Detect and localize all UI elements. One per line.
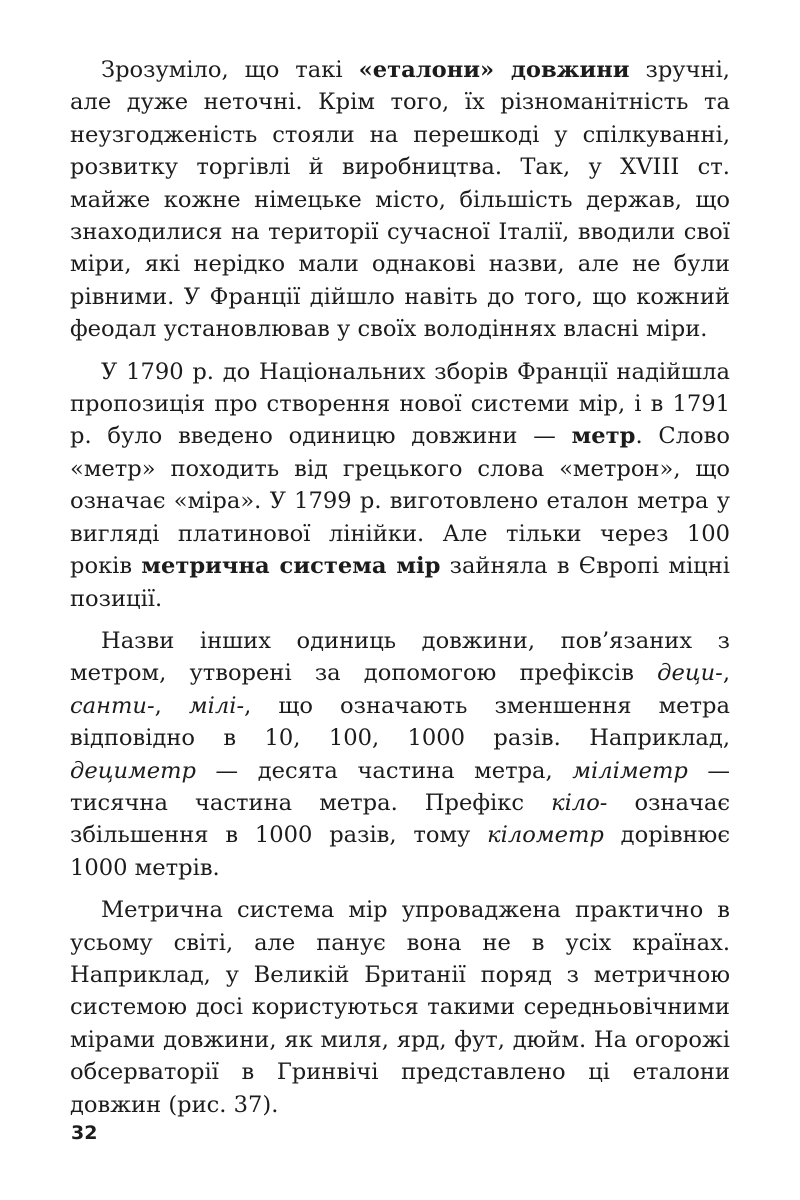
text-run: — тисячна частина метра. Префікс (70, 757, 730, 816)
text-run: Назви інших одиниць довжини, пов’язаних з метром, утворені за допомогою префіксів (70, 627, 730, 687)
italic-term: мілі- (188, 692, 245, 719)
text-run: зайняла в Європі міцні позиції. (70, 553, 730, 612)
italic-term: дециметр (70, 757, 196, 784)
text-run: Зрозуміло, що такі (101, 57, 359, 83)
text-run: , (154, 692, 189, 719)
paragraph (70, 894, 730, 1121)
text-run: , (722, 660, 730, 687)
italic-term: кілометр (487, 822, 604, 849)
text-run: Метрична система мір упроваджена практично в усьому світі, але панує вона не в усіх країнах. Наприклад, у Великій Британії поряд з метричною системою досі користуються такими середньовічними мірами довжини, як миля, ярд, фут, дюйм. На огорожі обсерваторії в Гринвічі представлено ці еталони довжин (рис. 37). (70, 897, 730, 1118)
paragraph (70, 625, 730, 884)
text-run: . Слово «метр» походить від грецького слова «метрон», що означає «міра». У 1799 р. виготовлено еталон метра у вигляді платинової лінійки. Але тільки через 100 років (70, 423, 730, 580)
italic-term: санти- (70, 692, 155, 719)
bold-term: метр (571, 423, 636, 450)
text-run: У 1790 р. до Національних зборів Франції надійшла пропозиція про створення нової системи мір, і в 1791 р. було введено одиницю довжини — (70, 358, 730, 450)
bold-term: «еталони» довжини (358, 57, 630, 83)
paragraph (70, 356, 730, 615)
text-run: , що означають зменшення метра відповідно в 10, 100, 1000 разів. Наприклад, (70, 692, 730, 752)
italic-term: кіло- (551, 789, 608, 816)
italic-term: деци- (657, 660, 723, 687)
paragraph (70, 54, 730, 346)
text-run: дорівнює 1000 метрів. (70, 822, 730, 881)
paragraphs-container (70, 54, 730, 1131)
text-run: — десята частина метра, (196, 757, 573, 784)
text-run: означає збільшення в 1000 разів, тому (70, 789, 731, 849)
text-run: зручні, але дуже неточні. Крім того, їх різноманітність та неузгодженість стояли на перешкоді у спілкуванні, розвитку торгівлі й виробництва. Так, у XVIII ст. майже кожне німецьке місто, більшість держав, що знаходилися на території сучасної Італії, вводили свої міри, які нерідко мали однакові назви, але не були рівними. У Франції дійшло навіть до того, що кожний феодал установлював у своїх володіннях власні міри. (70, 57, 730, 343)
bold-term: метрична система мір (141, 553, 441, 580)
italic-term: міліметр (572, 757, 688, 784)
page-number: 32 (71, 1122, 98, 1144)
